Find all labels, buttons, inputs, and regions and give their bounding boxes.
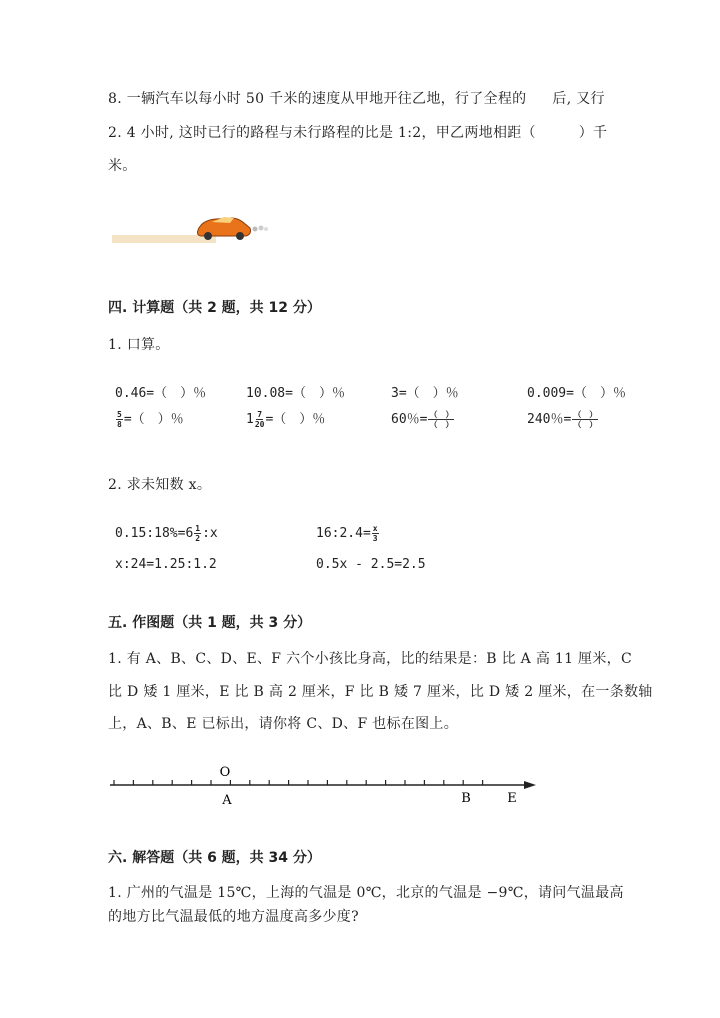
section6-title: 六. 解答题（共 6 题，共 34 分）: [108, 850, 321, 866]
section5-title: 五. 作图题（共 1 题，共 3 分）: [108, 615, 312, 631]
oral-r1c2: 10.08=（ ）％: [246, 386, 345, 401]
solve-eq3: x:24=1.25:1.2: [115, 557, 217, 572]
car-wheel-rear: [204, 232, 212, 240]
oral-r2c1: $\frac{5}{8}$ =（ ）％: [117, 410, 184, 429]
q8-line2: 2. 4 小时, 这时已行的路程与未行路程的比是 1:2，甲乙两地相距（ ）千: [108, 125, 608, 141]
fraction: $\frac{5}{8}$: [117, 410, 122, 429]
point-a-label: A: [222, 793, 232, 808]
oral-r2c4: 240％= $\frac{( )}{( )}$: [527, 410, 598, 429]
axis-arrow: [524, 781, 536, 789]
fraction: $\frac{( )}{( )}$: [573, 410, 598, 429]
section5-line3: 上，A、B、E 已标出，请你将 C、D、F 也标在图上。: [108, 716, 459, 732]
q8-line1-text-a: 8. 一辆汽车以每小时 50 千米的速度从甲地开往乙地，行了全程的: [108, 91, 527, 107]
oral-r1c3: 3=（ ）％: [391, 386, 459, 401]
fraction: $\frac{7}{20}$: [254, 410, 265, 429]
q8-line3: 米。: [108, 158, 137, 174]
section5-line2: 比 D 矮 1 厘米，E 比 B 高 2 厘米，F 比 B 矮 7 厘米，比 D 矮 2 厘米，在一条数轴: [108, 684, 653, 700]
car-wheel-front: [236, 232, 244, 240]
car-illustration: [112, 208, 272, 252]
fraction: $\frac{1}{2}$: [195, 524, 201, 543]
exhaust-puff: [253, 227, 258, 232]
oral-r2c2: 1 $\frac{7}{20}$ =（ ）％: [246, 410, 326, 429]
origin-label: O: [219, 765, 231, 780]
exhaust-puff: [259, 226, 264, 231]
section5-line1: 1. 有 A、B、C、D、E、F 六个小孩比身高，比的结果是：B 比 A 高 11 厘米，C: [108, 651, 632, 667]
solve-eq4: 0.5x - 2.5=2.5: [316, 557, 426, 572]
oral-r2c3: 60％= $\frac{( )}{( )}$: [391, 410, 454, 429]
solve-eq2: 16:2.4= $\frac{x}{3}$: [316, 524, 378, 543]
section4-title: 四. 计算题（共 2 题，共 12 分）: [108, 300, 321, 316]
section6-line1: 1. 广州的气温是 15℃，上海的气温是 0℃，北京的气温是 −9℃，请问气温最高: [108, 885, 624, 901]
oral-r1c4: 0.009=（ ）％: [527, 386, 626, 401]
section4-q2-title: 2. 求未知数 x。: [108, 477, 212, 493]
q8-line1: [108, 88, 605, 108]
q8-line1-text-b: 后, 又行: [552, 91, 605, 107]
solve-eq1: 0.15:18%=6 $\frac{1}{2}$ :x: [115, 524, 218, 543]
oral-r1c1: 0.46=（ ）％: [115, 386, 207, 401]
point-e-label: E: [507, 791, 517, 806]
section6-line2: 的地方比气温最低的地方温度高多少度?: [108, 909, 359, 925]
section4-q1-title: 1. 口算。: [108, 337, 170, 353]
fraction: $\frac{( )}{( )}$: [429, 410, 454, 429]
exhaust-puff: [264, 227, 268, 231]
point-b-label: B: [461, 791, 471, 806]
number-line: [108, 760, 538, 814]
fraction: $\frac{x}{3}$: [372, 524, 378, 543]
